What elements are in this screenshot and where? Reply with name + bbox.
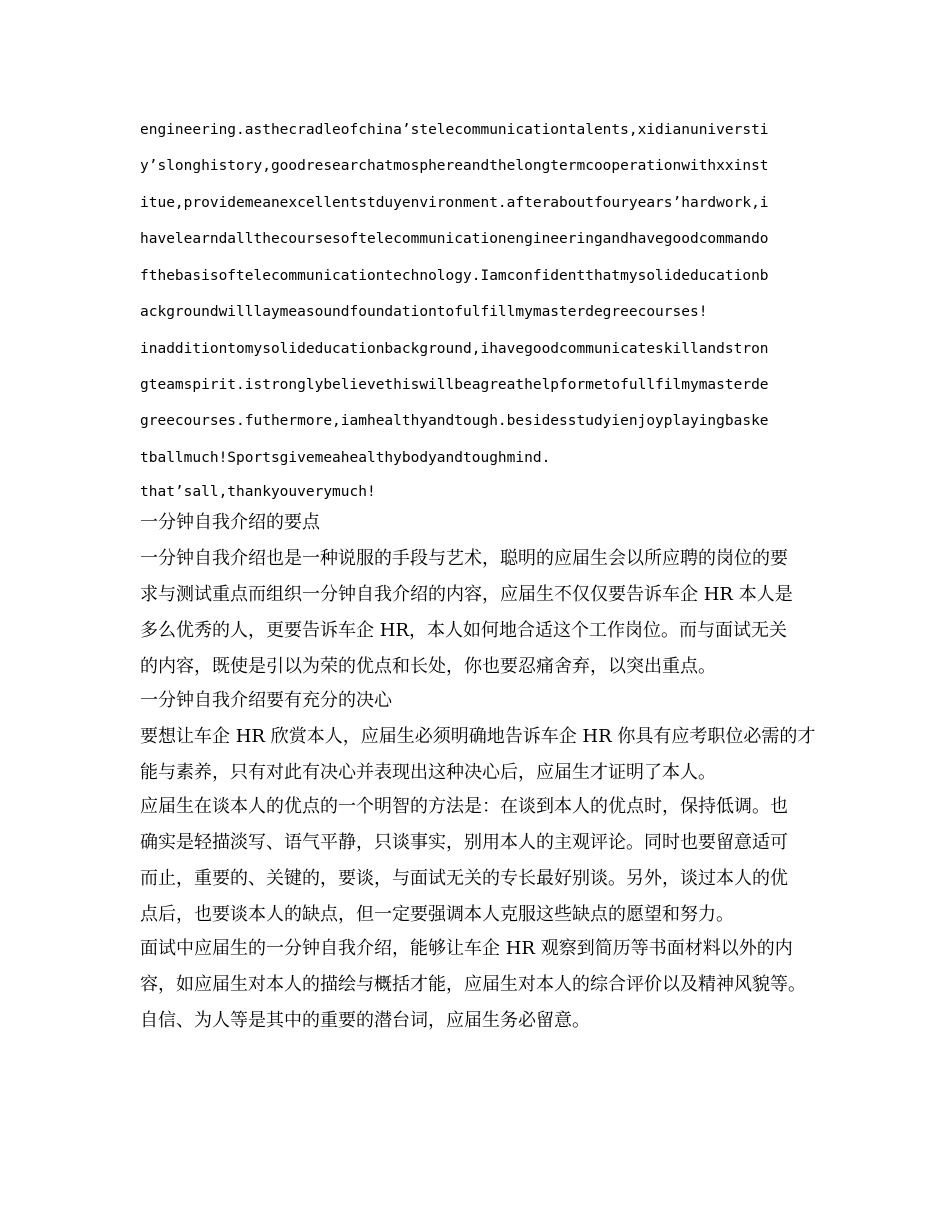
text-line: 面试中应届生的一分钟自我介绍，能够让车企 HR 观察到简历等书面材料以外的内 (140, 938, 793, 959)
text-line: itue,providemeanexcellentstduyenvironment.afteraboutfouryears’hardwork,i (140, 195, 769, 211)
text-line: inadditiontomysolideducationbackground,ihavegoodcommunicateskillandstron (140, 341, 769, 357)
text-line: 能与素养，只有对此有决心并表现出这种决心后，应届生才证明了本人。 (140, 762, 716, 783)
text-line: ackgroundwilllaymeasoundfoundationtofulfillmymasterdegreecourses! (140, 304, 708, 320)
text-line: 一分钟自我介绍也是一种说服的手段与艺术，聪明的应届生会以所应聘的岗位的要 (140, 548, 788, 569)
text-line: 要想让车企 HR 欣赏本人，应届生必须明确地告诉车企 HR 你具有应考职位必需的才 (140, 726, 816, 747)
text-line: 的内容，既使是引以为荣的优点和长处，你也要忍痛舍弃，以突出重点。 (140, 656, 716, 677)
text-line: fthebasisoftelecommunicationtechnology.Iamconfidentthatmysolideducationb (140, 268, 769, 284)
text-line: 求与测试重点而组织一分钟自我介绍的内容，应届生不仅仅要告诉车企 HR 本人是 (140, 584, 793, 605)
text-line: greecourses.futhermore,iamhealthyandtough.besidesstudyienjoyplayingbaske (140, 413, 769, 429)
text-line: 容，如应届生对本人的描绘与概括才能，应届生对本人的综合评价以及精神风貌等。 (140, 974, 806, 995)
text-line: 应届生在谈本人的优点的一个明智的方法是：在谈到本人的优点时，保持低调。也 (140, 796, 788, 817)
section-heading: 一分钟自我介绍的要点 (140, 512, 320, 533)
text-line: y’slonghistory,goodresearchatmosphereandthelongtermcooperationwithxxinst (140, 158, 769, 174)
text-line: 自信、为人等是其中的重要的潜台词，应届生务必留意。 (140, 1010, 590, 1031)
text-line: that’sall,thankyouverymuch! (140, 484, 376, 500)
text-line: 点后，也要谈本人的缺点，但一定要强调本人克服这些缺点的愿望和努力。 (140, 904, 734, 925)
section-heading: 一分钟自我介绍要有充分的决心 (140, 690, 392, 711)
text-line: engineering.asthecradleofchina’stelecommunicationtalents,xidianuniversti (140, 122, 769, 138)
text-line: havelearndallthecoursesoftelecommunicationengineeringandhavegoodcommando (140, 231, 769, 247)
text-line: 而止，重要的、关键的，要谈，与面试无关的专长最好别谈。另外，谈过本人的优 (140, 868, 788, 889)
text-line: 确实是轻描淡写、语气平静，只谈事实，别用本人的主观评论。同时也要留意适可 (140, 832, 788, 853)
text-line: 多么优秀的人，更要告诉车企 HR，本人如何地合适这个工作岗位。而与面试无关 (140, 620, 787, 641)
text-line: gteamspirit.istronglybelievethiswillbeagreathelpformetofullfilmymasterde (140, 377, 769, 393)
text-line: tballmuch!Sportsgivemeahealthybodyandtoughmind. (140, 450, 551, 466)
